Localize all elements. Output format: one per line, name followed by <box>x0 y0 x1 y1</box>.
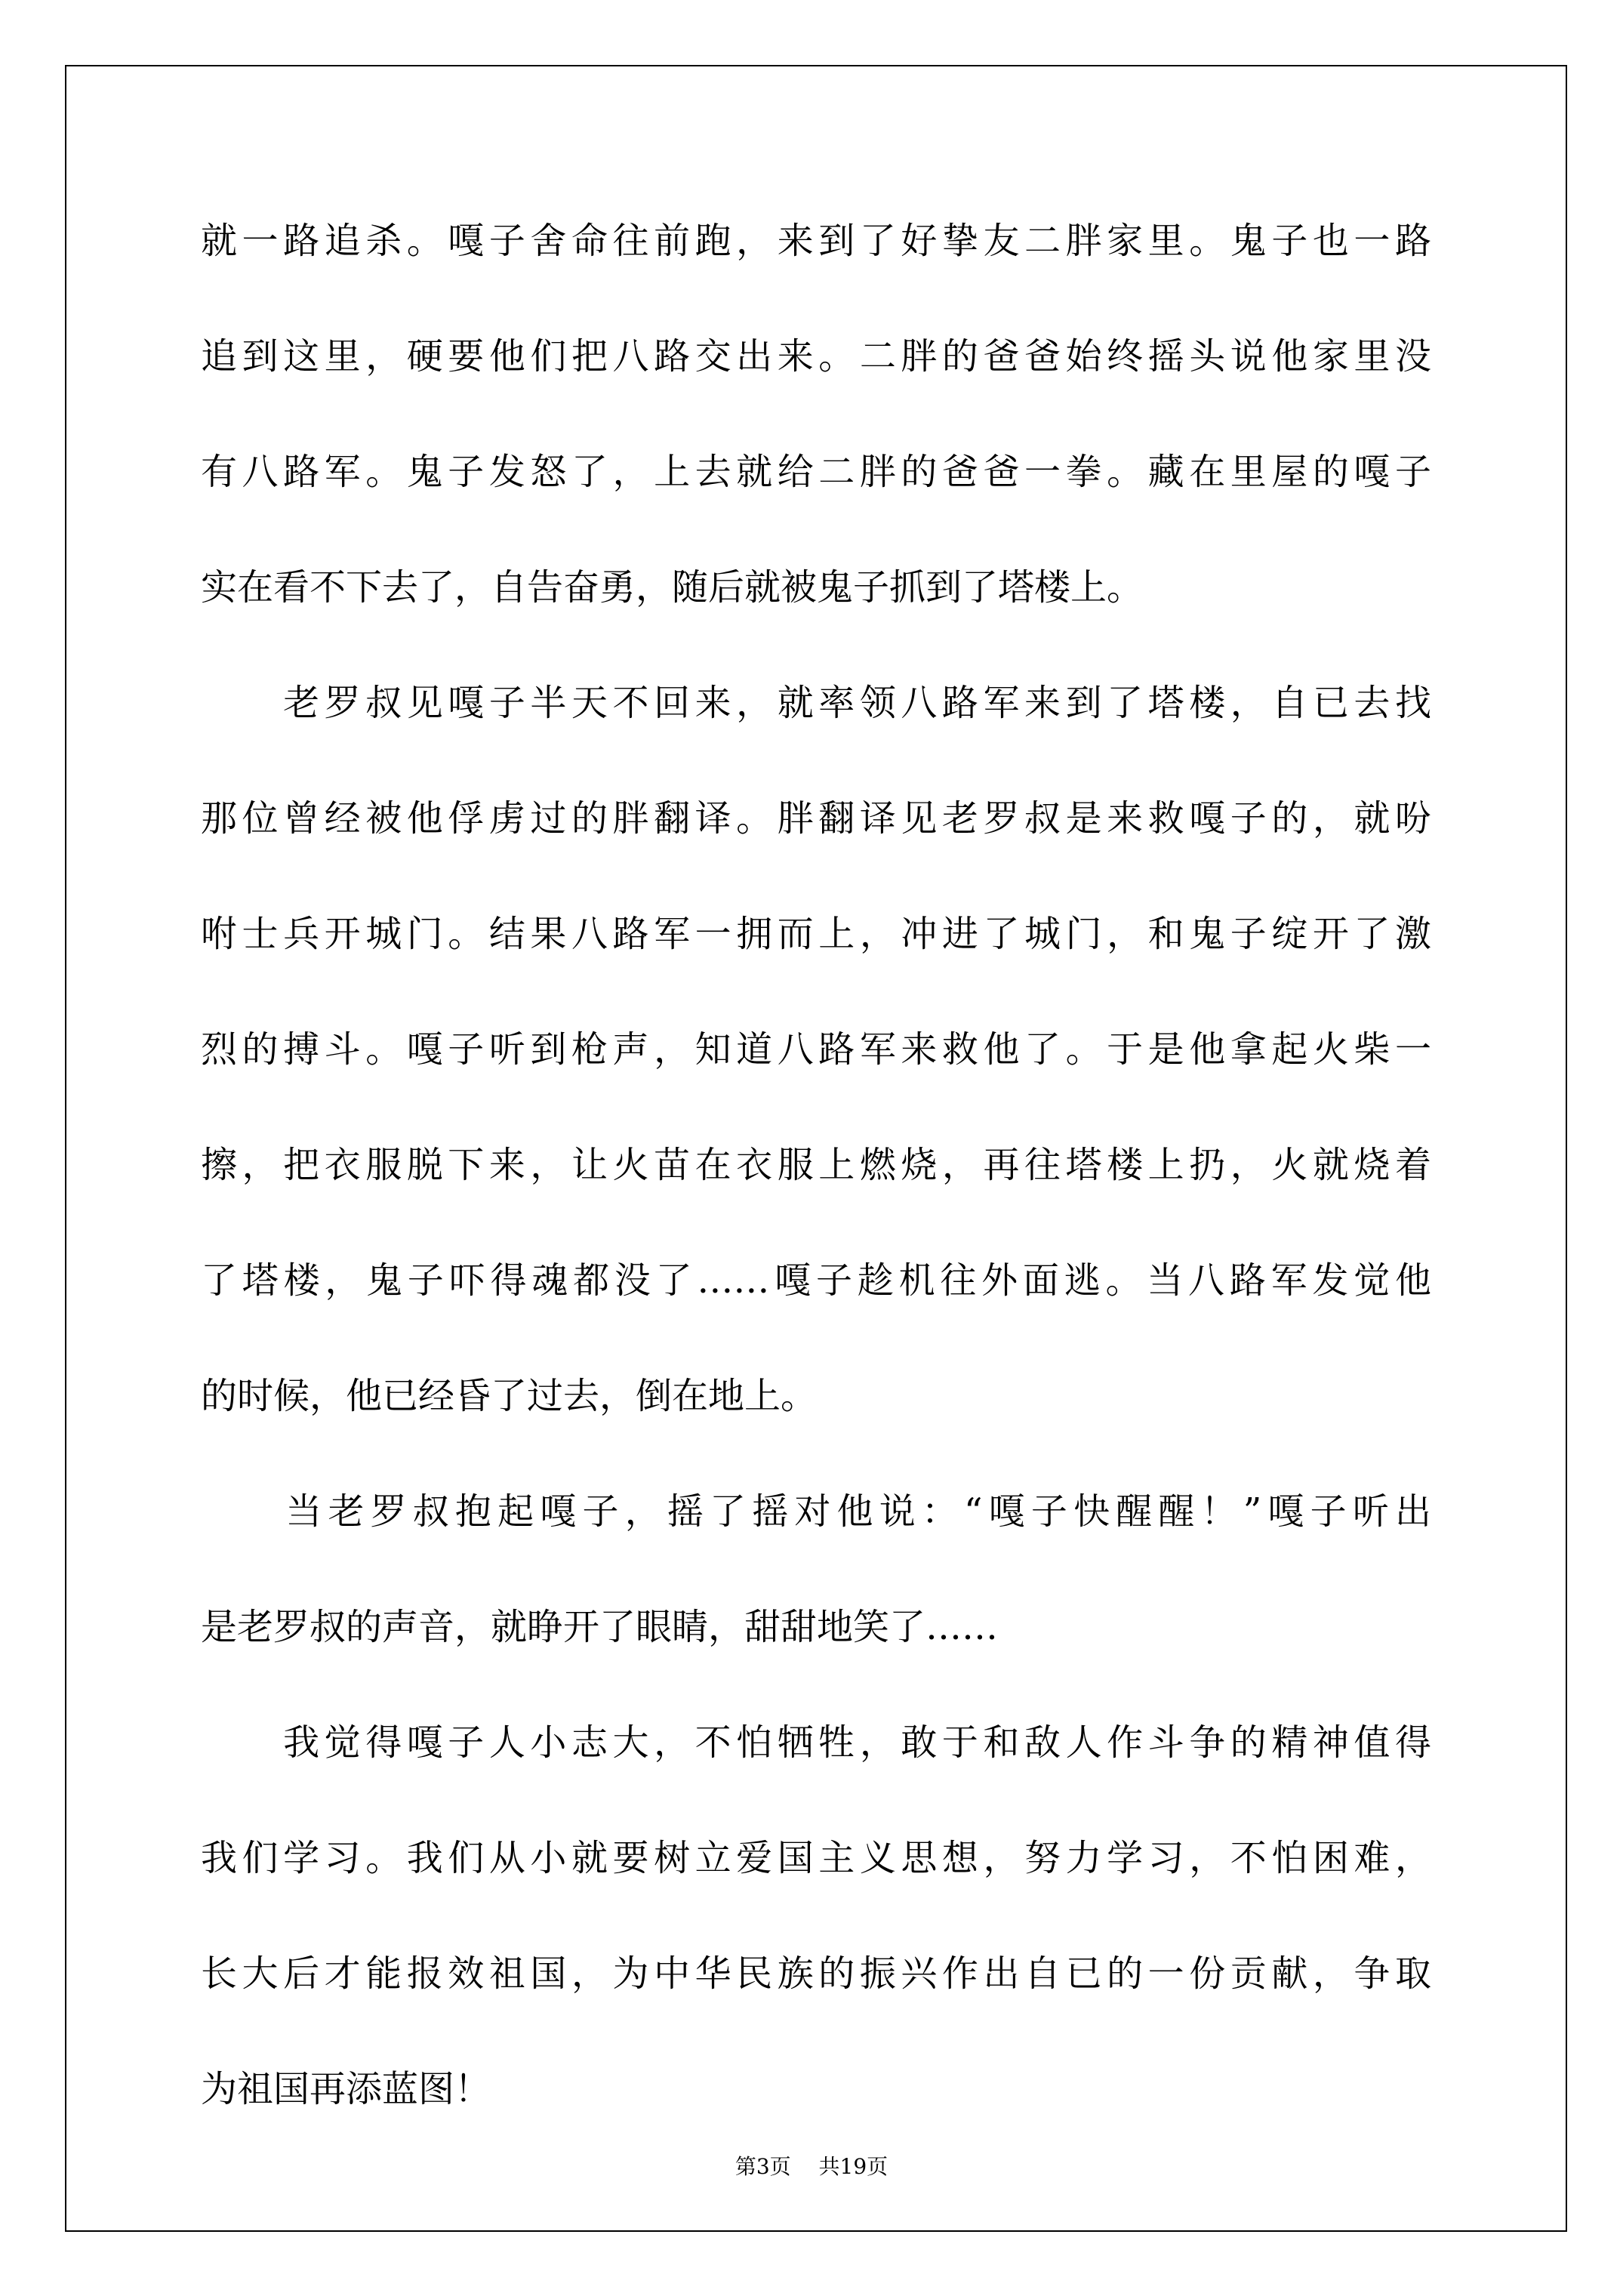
text-line: 实在看不下去了，自告奋勇，随后就被鬼子抓到了塔楼上。 <box>201 566 1144 609</box>
text-line: 的时候，他已经昏了过去，倒在地上。 <box>201 1375 818 1417</box>
text-line: 擦，把衣服脱下来，让火苗在衣服上燃烧，再往塔楼上扔，火就烧着 <box>201 1144 1431 1186</box>
document-body <box>201 219 1431 2111</box>
text-line: 追到这里，硬要他们把八路交出来。二胖的爸爸始终摇头说他家里没 <box>201 335 1431 378</box>
page-number-current: 第3页 <box>735 2154 791 2179</box>
paragraph-4 <box>201 1721 1431 2111</box>
text-line: 烈的搏斗。嘎子听到枪声，知道八路军来救他了。于是他拿起火柴一 <box>201 1028 1431 1071</box>
text-line: 就一路追杀。嘎子舍命往前跑，来到了好挚友二胖家里。鬼子也一路 <box>201 220 1431 262</box>
text-line: 咐士兵开城门。结果八路军一拥而上，冲进了城门，和鬼子绽开了激 <box>201 913 1431 955</box>
text-line: 了塔楼，鬼子吓得魂都没了……嘎子趁机往外面逃。当八路军发觉他 <box>201 1259 1431 1302</box>
text-line: 长大后才能报效祖国，为中华民族的振兴作出自已的一份贡献，争取 <box>201 1952 1431 1995</box>
text-line: 当老罗叔抱起嘎子，摇了摇对他说：“嘎子快醒醒！”嘎子听出 <box>201 1490 1431 1533</box>
text-line: 那位曾经被他俘虏过的胖翻译。胖翻译见老罗叔是来救嘎子的，就吩 <box>201 797 1431 840</box>
paragraph-2 <box>201 681 1431 1418</box>
text-line: 我们学习。我们从小就要树立爱国主义思想，努力学习，不怕困难， <box>201 1837 1431 1879</box>
text-line: 是老罗叔的声音，就睁开了眼睛，甜甜地笑了…… <box>201 1606 999 1648</box>
text-line: 老罗叔见嘎子半天不回来，就率领八路军来到了塔楼，自已去找 <box>201 682 1431 724</box>
paragraph-3 <box>201 1490 1431 1649</box>
text-line: 我觉得嘎子人小志大，不怕牺牲，敢于和敌人作斗争的精神值得 <box>201 1721 1431 1764</box>
page-number-total: 共19页 <box>818 2154 888 2179</box>
page-footer <box>0 2154 1623 2180</box>
text-line: 为祖国再添蓝图！ <box>201 2068 491 2110</box>
text-line: 有八路军。鬼子发怒了，上去就给二胖的爸爸一拳。藏在里屋的嘎子 <box>201 451 1431 493</box>
paragraph-1 <box>201 219 1431 609</box>
